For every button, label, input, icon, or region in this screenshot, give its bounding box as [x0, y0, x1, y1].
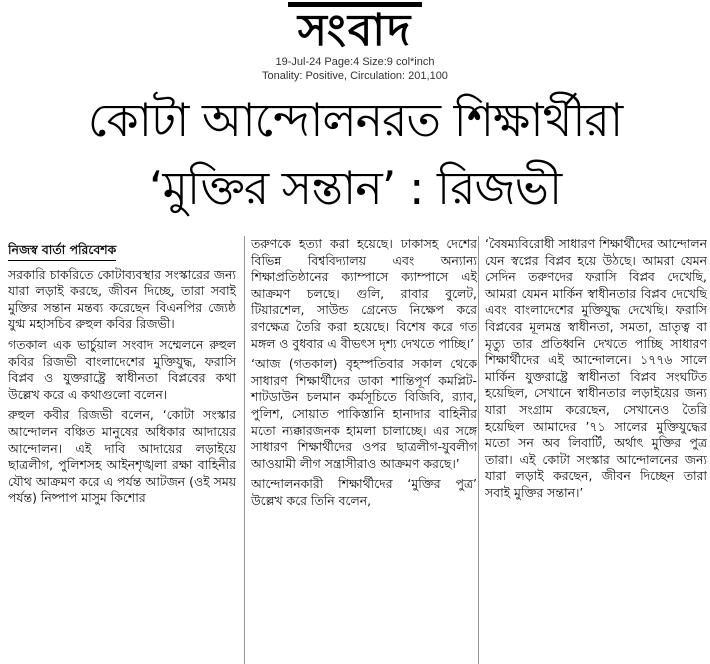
article-column-3: [478, 236, 707, 664]
article-column-2: [244, 236, 477, 664]
paragraph: আন্দোলনকারী শিক্ষার্থীদের ‘মুক্তির পুত্র’ উল্লেখ করে তিনি বলেন,: [251, 476, 477, 508]
paragraph: গতকাল এক ভার্চুয়াল সংবাদ সম্মেলনে রুহুল কবির রিজভী বাংলাদেশের মুক্তিযুদ্ধ, ফরাসি বিপ্লব ও যুক্তরাষ্ট্রে স্বাধীনতা বিপ্লবের কথা উল্লেখ করে এ কথাগুলো বলেন।: [8, 336, 236, 402]
paragraph: তরুণকে হত্যা করা হয়েছে। ঢাকাসহ দেশের বিভিন্ন বিশ্ববিদ্যালয় এবং অন্যান্য শিক্ষাপ্রতিষ্ঠানের ক্যাম্পাসে ক্যাম্পাসে এই আক্রমণ চলছে। গুলি, রাবার বুলেট, টিয়ারশেল, সাউন্ড গ্রেনেড নিক্ষেপ করে রণক্ষেত্র তৈরি করা হয়েছে। বিশেষ করে গত মঙ্গল ও বুধবার এ বীভৎস দৃশ্য দেখতে পাচ্ছি।’: [251, 236, 477, 351]
clipping-info: 19-Jul-24 Page:4 Size:9 col*inch: [275, 56, 435, 68]
masthead: [0, 2, 710, 55]
paragraph: রুহুল কবীর রিজভী বলেন, ‘কোটা সংস্কার আন্দোলন বঞ্চিত মানুষের অধিকার আদায়ের আন্দোলন। এই দাবি আদায়ের লড়াইয়ে ছাত্রলীগ, পুলিশসহ আইনশৃঙ্খলা রক্ষা বাহিনীর যৌথ আক্রমণ করে এ পর্যন্ত আটজন (ওই সময় পর্যন্ত) নিষ্পাপ মাসুম কিশোর: [8, 407, 236, 506]
tonality-info: Tonality: Positive, Circulation: 201,100: [262, 70, 448, 82]
byline: নিজস্ব বার্তা পরিবেশক: [8, 242, 116, 261]
article-column-1: [8, 236, 236, 664]
newspaper-logo: সংবাদ: [288, 2, 422, 55]
paragraph: ‘আজ (গতকাল) বৃহস্পতিবার সকাল থেকে সাধারণ শিক্ষার্থীদের ডাকা শান্তিপূর্ণ কমপ্লিট- শাটডাউন চলমান কর্মসূচিতে বিজিবি, র‍্যাব, পুলিশ, সোয়াত পাকিস্তানি হানাদার বাহিনীর মতো ন্যক্কারজনক হামলা চালাচ্ছে। এর সঙ্গে সাধারণ শিক্ষার্থীদের ওপর ছাত্রলীগ-যুবলীগ আওয়ামী লীগ সন্ত্রাসীরাও আক্রমণ করছে।’: [251, 356, 477, 471]
paragraph: ‘বৈষম্যবিরোধী সাধারণ শিক্ষার্থীদের আন্দোলন যেন স্বপ্নের বিপ্লব হয়ে উঠছে। আমরা যেমন সেদিন তরুণদের ফরাসি বিপ্লব দেখেছি, আমরা যেমন মার্কিন স্বাধীনতার বিপ্লব দেখেছি এবং বাংলাদেশের মুক্তিযুদ্ধ দেখেছি। ফরাসি বিপ্লবের মূলমন্ত্র স্বাধীনতা, সমতা, ভ্রাতৃত্ব বা মৃত্যু তার প্রতিধ্বনি দেখতে পাচ্ছি সাধারণ শিক্ষার্থীদের এই আন্দোলনে। ১৭৭৬ সালে মার্কিন যুক্তরাষ্ট্রে স্বাধীনতা বিপ্লব সংঘটিত হয়েছিল, সেখানে স্বাধীনতার লড়াইয়ের জন্য যারা সংগ্রাম করেছেন, সেখানেও তৈরি হয়েছিল আমাদের ’৭১ সালের মুক্তিযুদ্ধের মতো সন অব লিবার্টি, অর্থাৎ মুক্তির পুত্র তারা। এই কোটা সংস্কার আন্দোলনের জন্য যারা লড়াই করছেন, জীবন দিচ্ছেন তারা সবাই মুক্তির সন্তান।’: [485, 236, 707, 500]
headline-line-2: ‘মুক্তির সন্তান’ : রিজভী: [148, 161, 562, 215]
headline-line-1: কোটা আন্দোলনরত শিক্ষার্থীরা: [87, 93, 623, 147]
paragraph: সরকারি চাকরিতে কোটাব্যবস্থার সংস্কারের জন্য যারা লড়াই করছে, জীবন দিচ্ছে, তারা সবাই মুক্তির সন্তান মন্তব্য করেছেন বিএনপির জ্যেষ্ঠ যুগ্ম মহাসচিব রুহুল কবির রিজভী।: [8, 266, 236, 332]
